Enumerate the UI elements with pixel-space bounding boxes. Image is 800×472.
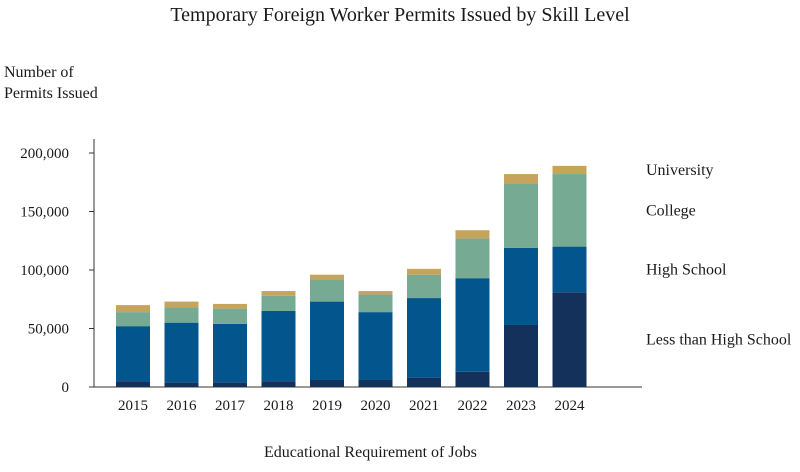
bar-segment bbox=[262, 296, 296, 311]
bar-segment bbox=[456, 278, 490, 372]
x-tick-label: 2015 bbox=[118, 398, 148, 414]
x-tick-label: 2022 bbox=[457, 398, 488, 414]
bar-segment bbox=[165, 323, 199, 383]
bar-segment bbox=[504, 183, 538, 247]
bar-segment bbox=[553, 247, 587, 293]
bar-segment bbox=[359, 380, 393, 387]
bar-segment bbox=[310, 275, 344, 280]
bar-segment bbox=[310, 302, 344, 380]
bar-segment bbox=[116, 305, 150, 312]
bar-segment bbox=[407, 275, 441, 298]
x-tick-label: 2023 bbox=[506, 398, 536, 414]
legend-label: Less than High School bbox=[646, 331, 792, 349]
y-tick-label: 200,000 bbox=[20, 146, 69, 162]
y-tick-label: 50,000 bbox=[27, 321, 69, 338]
bar-segment bbox=[165, 382, 199, 387]
y-tick-label: 100,000 bbox=[20, 263, 69, 279]
y-tick-label: 150,000 bbox=[20, 204, 69, 221]
bar-segment bbox=[504, 174, 538, 183]
x-tick-label: 2016 bbox=[166, 398, 197, 414]
x-tick-label: 2017 bbox=[215, 398, 245, 414]
x-tick-label: 2020 bbox=[360, 398, 391, 414]
bar-segment bbox=[553, 174, 587, 247]
legend-label: University bbox=[646, 161, 714, 179]
legend-label: High School bbox=[646, 261, 727, 279]
bar-segment bbox=[116, 381, 150, 387]
bar-segment bbox=[504, 325, 538, 387]
bar-segment bbox=[456, 372, 490, 387]
y-axis-label: Number of Permits Issued bbox=[4, 64, 98, 102]
bar-segment bbox=[262, 381, 296, 387]
x-tick-label: 2021 bbox=[409, 398, 439, 414]
y-tick-label: 0 bbox=[61, 380, 69, 396]
x-tick-label: 2018 bbox=[263, 398, 294, 414]
x-tick-label: 2019 bbox=[312, 398, 342, 414]
bar-segment bbox=[407, 378, 441, 387]
x-tick-label: 2024 bbox=[554, 398, 585, 414]
legend-label: College bbox=[646, 202, 696, 220]
bar-segment bbox=[553, 292, 587, 387]
bar-segment bbox=[456, 238, 490, 278]
bar-segment bbox=[213, 382, 247, 387]
bar-segment bbox=[456, 230, 490, 238]
bar-segment bbox=[504, 248, 538, 325]
bar-segment bbox=[213, 304, 247, 309]
bar-segment bbox=[213, 324, 247, 383]
bar-segment bbox=[116, 326, 150, 381]
bar-segment bbox=[262, 291, 296, 296]
bar-segment bbox=[359, 291, 393, 295]
bar-segment bbox=[165, 302, 199, 308]
bar-segment bbox=[310, 380, 344, 387]
bar-segment bbox=[213, 309, 247, 324]
x-axis-label: Educational Requirement of Jobs bbox=[264, 444, 477, 461]
bar-segment bbox=[310, 279, 344, 301]
bar-segment bbox=[553, 166, 587, 174]
bar-segment bbox=[116, 312, 150, 326]
bar-segment bbox=[407, 269, 441, 275]
chart-title: Temporary Foreign Worker Permits Issued by Skill Level bbox=[170, 4, 630, 26]
bar-segment bbox=[262, 311, 296, 381]
bar-segment bbox=[165, 307, 199, 322]
bar-segment bbox=[359, 312, 393, 380]
bar-segment bbox=[359, 295, 393, 313]
bar-segment bbox=[407, 298, 441, 378]
